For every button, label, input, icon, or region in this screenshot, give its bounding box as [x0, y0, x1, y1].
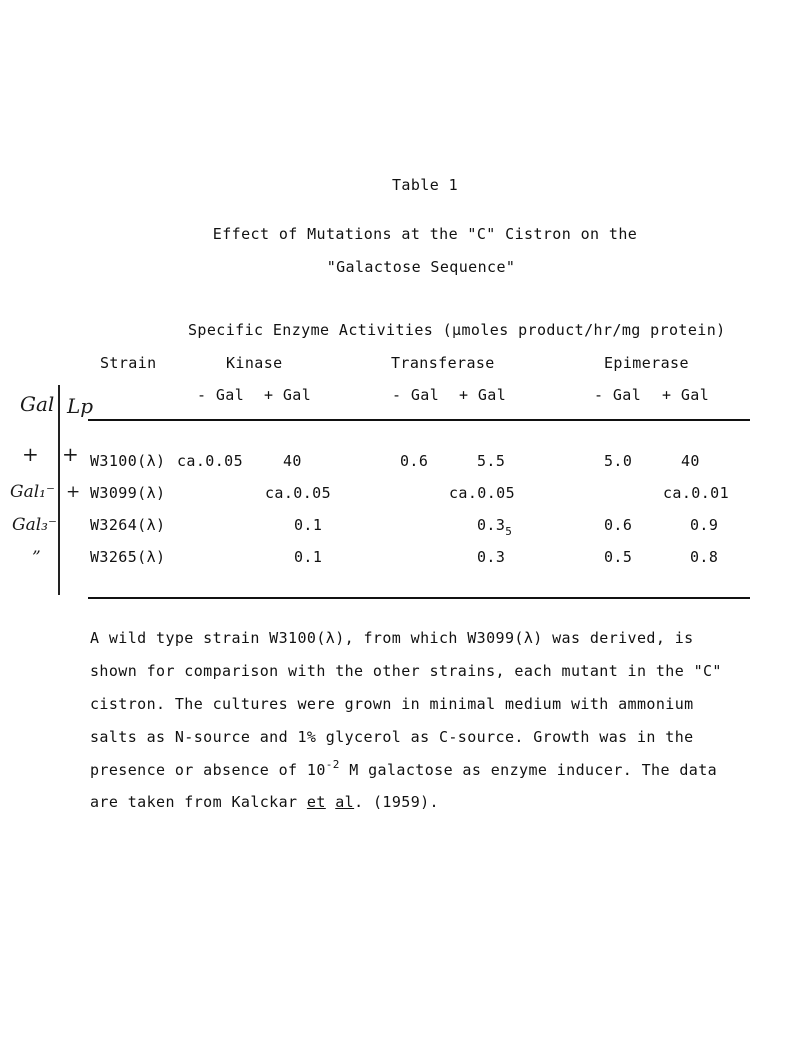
table-label: Table 1: [391, 176, 459, 194]
column-header-kinase: Kinase: [226, 354, 283, 372]
kinase-minus-gal-header: - Gal: [197, 386, 245, 404]
transferase-plus-w3099: ca.0.05: [449, 484, 516, 502]
strain-w3099: W3099(λ): [90, 484, 166, 502]
kinase-plus-gal-header: + Gal: [264, 386, 312, 404]
strain-w3264: W3264(λ): [90, 516, 166, 534]
handwritten-gal-row-1: +: [22, 442, 39, 466]
kinase-minus-w3100: ca.0.05: [177, 452, 244, 470]
table-title-line-2: "Galactose Sequence": [326, 258, 516, 276]
handwritten-lp-row-1: +: [62, 442, 79, 466]
caption-line-5: presence or absence of $10^{-2}$ M galactose as enzyme inducer. The data: [90, 758, 718, 779]
epimerase-minus-w3265: 0.5: [604, 548, 633, 566]
caption-exponent: -2: [325, 758, 340, 771]
transferase-plus-w3265: 0.3: [477, 548, 506, 566]
transferase-minus-w3100: 0.6: [400, 452, 429, 470]
kinase-plus-w3100: 40: [283, 452, 302, 470]
caption-line-2: shown for comparison with the other strains, each mutant in the "C": [90, 662, 722, 680]
column-header-strain: Strain: [100, 354, 157, 372]
transferase-plus-w3264-subscript: 5: [505, 525, 513, 538]
handwritten-gal-row-4: ”: [32, 548, 41, 568]
transferase-plus-w3100: 5.5: [477, 452, 506, 470]
handwritten-gal-row-2: Gal₁⁻: [10, 482, 55, 502]
epimerase-plus-w3099: ca.0.01: [663, 484, 730, 502]
transferase-plus-gal-header: + Gal: [459, 386, 507, 404]
strain-w3100: W3100(λ): [90, 452, 166, 470]
handwritten-vertical-line: [58, 385, 60, 595]
column-header-transferase: Transferase: [391, 354, 495, 372]
kinase-plus-w3265: 0.1: [294, 548, 323, 566]
epimerase-plus-gal-header: + Gal: [662, 386, 710, 404]
caption-line-3: cistron. The cultures were grown in minimal medium with ammonium: [90, 695, 694, 713]
kinase-plus-w3264: 0.1: [294, 516, 323, 534]
header-rule: [88, 419, 750, 421]
column-header-epimerase: Epimerase: [604, 354, 689, 372]
epimerase-plus-w3264: 0.9: [690, 516, 719, 534]
epimerase-minus-w3100: 5.0: [604, 452, 633, 470]
epimerase-plus-w3265: 0.8: [690, 548, 719, 566]
handwritten-lp-header: Lp: [67, 394, 94, 418]
epimerase-plus-w3100: 40: [681, 452, 700, 470]
handwritten-lp-row-2: +: [66, 482, 81, 502]
handwritten-gal-row-3: Gal₃⁻: [12, 515, 57, 535]
table-title-line-1: Effect of Mutations at the "C" Cistron on the: [212, 225, 638, 243]
caption-line-4: salts as N-source and 1% glycerol as C-source. Growth was in the: [90, 728, 694, 746]
epimerase-minus-w3264: 0.6: [604, 516, 633, 534]
epimerase-minus-gal-header: - Gal: [594, 386, 642, 404]
caption-al: al: [335, 793, 355, 811]
strain-w3265: W3265(λ): [90, 548, 166, 566]
activities-header: Specific Enzyme Activities (µmoles product/hr/mg protein): [188, 321, 726, 339]
kinase-plus-w3099: ca.0.05: [265, 484, 332, 502]
caption-line-6: are taken from Kalckar et al. (1959).: [90, 793, 439, 811]
footer-rule: [88, 597, 750, 599]
caption-line-1: A wild type strain W3100(λ), from which W3099(λ) was derived, is: [90, 629, 694, 647]
handwritten-gal-header: Gal: [20, 392, 55, 416]
transferase-plus-w3264: $0.3_5$: [477, 516, 513, 538]
transferase-minus-gal-header: - Gal: [392, 386, 440, 404]
caption-et: et: [306, 793, 326, 811]
